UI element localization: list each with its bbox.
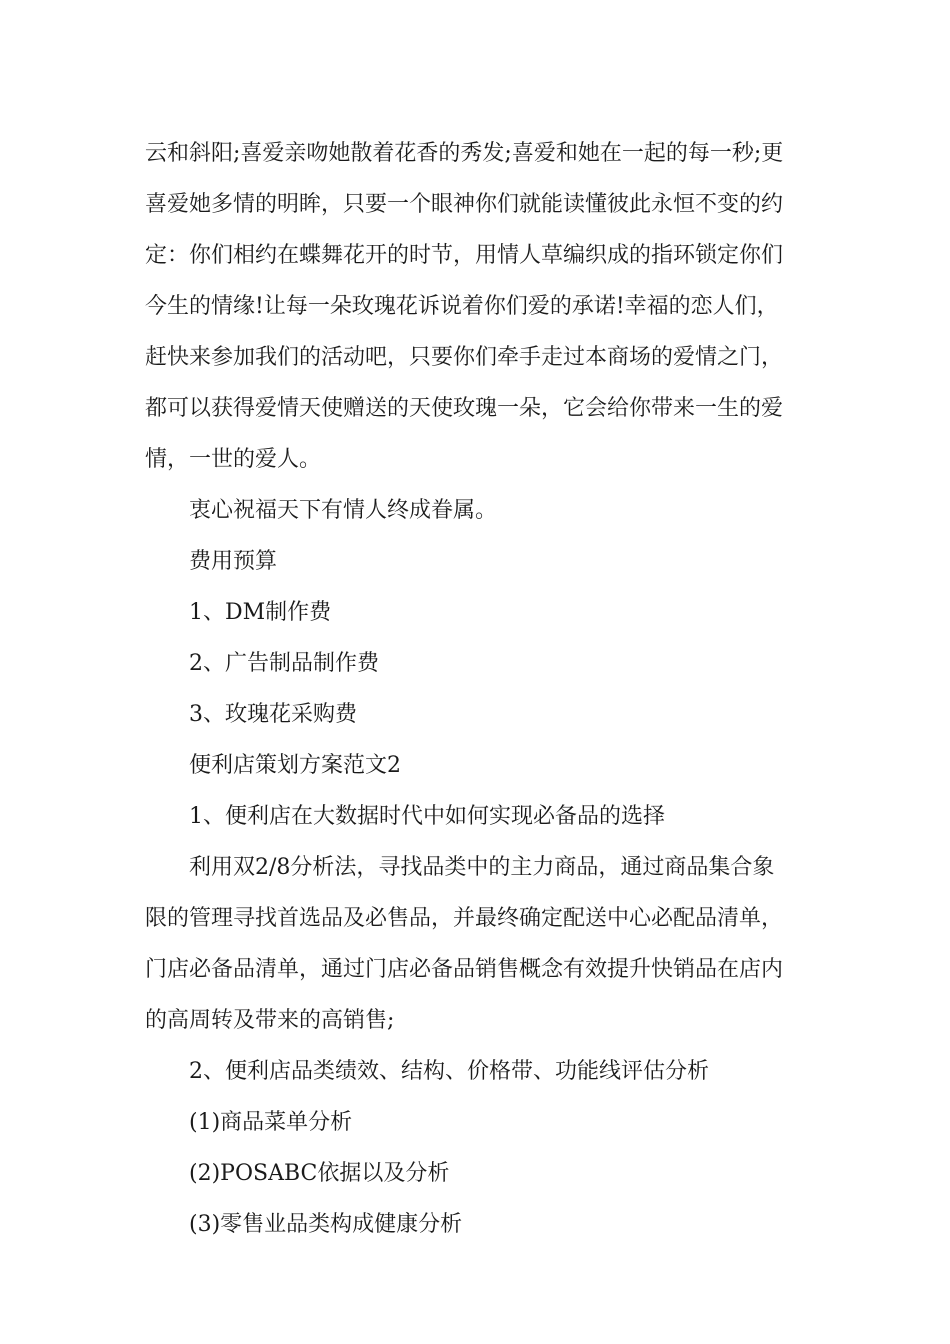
budget-heading: 费用预算	[189, 549, 278, 574]
budget-item: 3、玫瑰花采购费	[189, 702, 357, 727]
sub-item: (2)POSABC依据以及分析	[189, 1161, 450, 1186]
paragraph-line: 云和斜阳;喜爱亲吻她散着花香的秀发;喜爱和她在一起的每一秒;更	[145, 141, 784, 166]
blessing-text: 衷心祝福天下有情人终成眷属。	[189, 498, 498, 523]
paragraph-line: 利用双2/8分析法，寻找品类中的主力商品，通过商品集合象	[189, 855, 775, 880]
sub-item: (3)零售业品类构成健康分析	[189, 1212, 463, 1237]
point-heading: 2、便利店品类绩效、结构、价格带、功能线评估分析	[189, 1059, 709, 1084]
paragraph-line: 定：你们相约在蝶舞花开的时节，用情人草编织成的指环锁定你们	[145, 243, 784, 268]
paragraph-line: 限的管理寻找首选品及必售品，并最终确定配送中心必配品清单，	[145, 906, 784, 931]
paragraph-line: 的高周转及带来的高销售;	[145, 1008, 395, 1033]
budget-item: 1、DM制作费	[189, 600, 332, 625]
paragraph-line: 今生的情缘!让每一朵玫瑰花诉说着你们爱的承诺!幸福的恋人们，	[145, 294, 779, 319]
paragraph-line: 都可以获得爱情天使赠送的天使玫瑰一朵，它会给你带来一生的爱	[145, 396, 784, 421]
paragraph-line: 喜爱她多情的明眸，只要一个眼神你们就能读懂彼此永恒不变的约	[145, 192, 784, 217]
budget-item: 2、广告制品制作费	[189, 651, 379, 676]
sub-item: (1)商品菜单分析	[189, 1110, 353, 1135]
document-body	[145, 128, 810, 1250]
point-heading: 1、便利店在大数据时代中如何实现必备品的选择	[189, 804, 665, 829]
paragraph-line: 赶快来参加我们的活动吧，只要你们牵手走过本商场的爱情之门，	[145, 345, 784, 370]
paragraph-line: 门店必备品清单，通过门店必备品销售概念有效提升快销品在店内	[145, 957, 784, 982]
paragraph-line: 情，一世的爱人。	[145, 447, 322, 472]
section-title: 便利店策划方案范文2	[189, 753, 401, 778]
